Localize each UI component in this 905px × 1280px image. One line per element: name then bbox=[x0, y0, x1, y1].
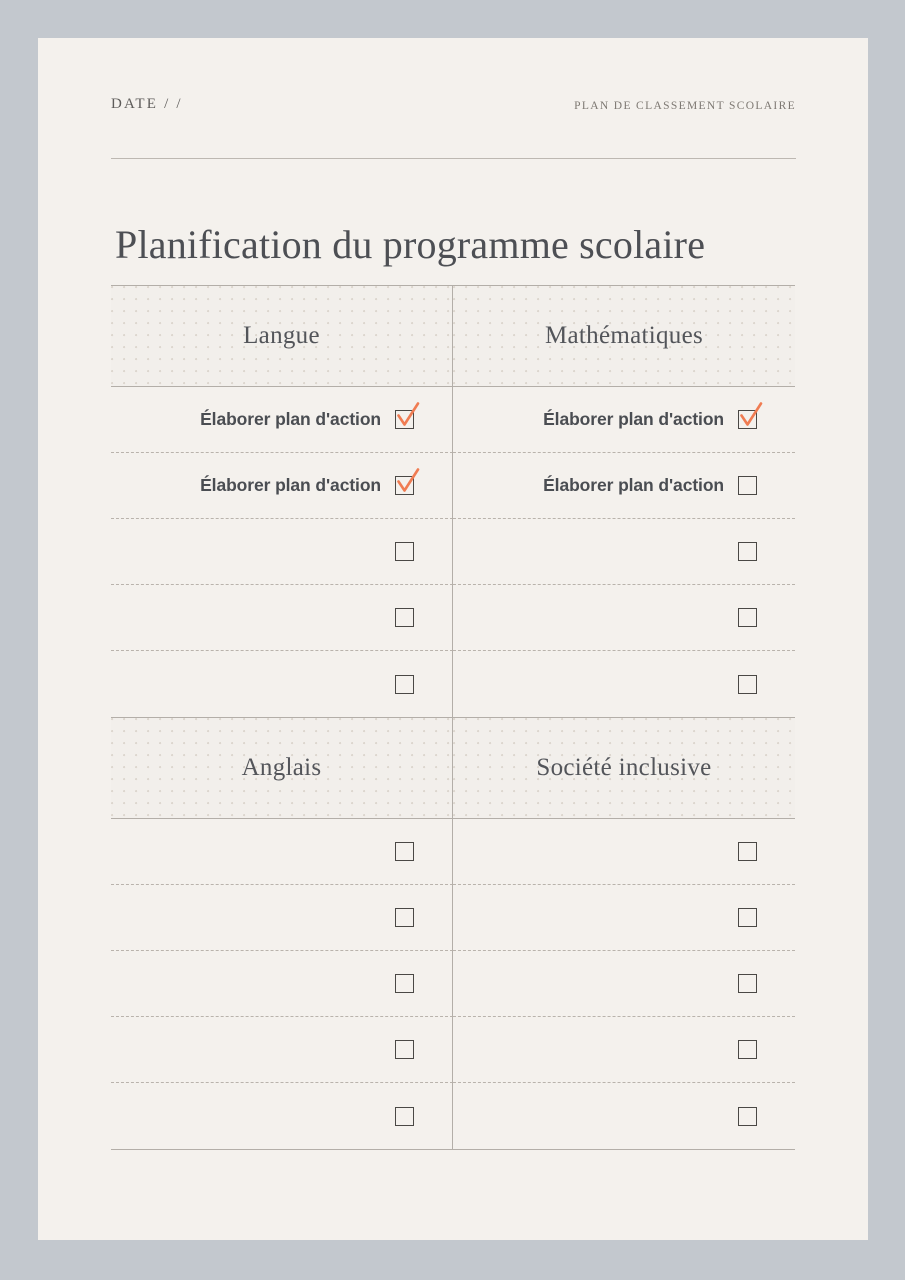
task-cell-left[interactable] bbox=[111, 453, 453, 519]
task-checkbox[interactable] bbox=[738, 675, 757, 694]
task-row bbox=[111, 585, 795, 651]
subject-header-cell-left bbox=[111, 286, 453, 387]
task-checkbox[interactable] bbox=[395, 675, 414, 694]
task-cell-left[interactable] bbox=[111, 951, 453, 1017]
document-header bbox=[111, 96, 796, 136]
task-checkbox[interactable] bbox=[738, 608, 757, 627]
task-row bbox=[111, 951, 795, 1017]
task-label: Élaborer plan d'action bbox=[200, 409, 381, 429]
task-row bbox=[111, 1017, 795, 1083]
task-cell-left[interactable] bbox=[111, 651, 453, 717]
task-row bbox=[111, 651, 795, 717]
task-cell-right[interactable] bbox=[453, 519, 795, 585]
subject-section bbox=[111, 717, 795, 1150]
task-cell-right[interactable] bbox=[453, 819, 795, 885]
task-cell-left[interactable] bbox=[111, 885, 453, 951]
checkmark-icon bbox=[737, 402, 764, 430]
task-checkbox[interactable] bbox=[395, 608, 414, 627]
task-checkbox[interactable] bbox=[738, 1040, 757, 1059]
task-checkbox[interactable] bbox=[395, 1040, 414, 1059]
task-checkbox[interactable] bbox=[395, 410, 414, 429]
task-cell-left[interactable] bbox=[111, 387, 453, 453]
task-row bbox=[111, 387, 795, 453]
subject-section bbox=[111, 285, 795, 717]
task-cell-right[interactable] bbox=[453, 585, 795, 651]
checkmark-icon bbox=[394, 468, 421, 496]
task-cell-right[interactable] bbox=[453, 453, 795, 519]
subject-title: Anglais bbox=[241, 754, 322, 781]
task-checkbox[interactable] bbox=[395, 908, 414, 927]
checkmark-icon bbox=[394, 402, 421, 430]
header-divider bbox=[111, 158, 796, 159]
subject-header-cell-right bbox=[453, 718, 795, 819]
task-checkbox[interactable] bbox=[395, 542, 414, 561]
date-field-label[interactable]: DATE / / bbox=[111, 96, 183, 112]
document-kicker: PLAN DE CLASSEMENT SCOLAIRE bbox=[574, 100, 796, 112]
task-cell-right[interactable] bbox=[453, 1017, 795, 1083]
task-cell-right[interactable] bbox=[453, 1083, 795, 1149]
task-checkbox[interactable] bbox=[395, 476, 414, 495]
task-cell-left[interactable] bbox=[111, 585, 453, 651]
subject-title: Langue bbox=[243, 322, 320, 349]
task-row bbox=[111, 1083, 795, 1149]
task-checkbox[interactable] bbox=[738, 410, 757, 429]
task-checkbox[interactable] bbox=[395, 1107, 414, 1126]
subject-title: Mathématiques bbox=[544, 322, 704, 349]
planner-table bbox=[111, 285, 795, 1165]
subject-header-row bbox=[111, 286, 795, 387]
subject-header-cell-left bbox=[111, 718, 453, 819]
task-row bbox=[111, 819, 795, 885]
task-checkbox[interactable] bbox=[738, 974, 757, 993]
task-checkbox[interactable] bbox=[738, 908, 757, 927]
task-label: Élaborer plan d'action bbox=[543, 475, 724, 495]
task-row bbox=[111, 453, 795, 519]
task-row bbox=[111, 519, 795, 585]
task-cell-left[interactable] bbox=[111, 1083, 453, 1149]
task-cell-left[interactable] bbox=[111, 519, 453, 585]
subject-title: Société inclusive bbox=[536, 754, 712, 781]
task-checkbox[interactable] bbox=[738, 842, 757, 861]
task-checkbox[interactable] bbox=[395, 974, 414, 993]
task-cell-left[interactable] bbox=[111, 1017, 453, 1083]
task-cell-right[interactable] bbox=[453, 885, 795, 951]
subject-header-cell-right bbox=[453, 286, 795, 387]
task-checkbox[interactable] bbox=[738, 1107, 757, 1126]
task-checkbox[interactable] bbox=[738, 542, 757, 561]
task-checkbox[interactable] bbox=[395, 842, 414, 861]
subject-header-row bbox=[111, 718, 795, 819]
task-label: Élaborer plan d'action bbox=[543, 409, 724, 429]
task-cell-right[interactable] bbox=[453, 651, 795, 717]
task-checkbox[interactable] bbox=[738, 476, 757, 495]
task-cell-right[interactable] bbox=[453, 387, 795, 453]
task-cell-right[interactable] bbox=[453, 951, 795, 1017]
task-cell-left[interactable] bbox=[111, 819, 453, 885]
task-label: Élaborer plan d'action bbox=[200, 475, 381, 495]
page-title: Planification du programme scolaire bbox=[115, 221, 706, 267]
worksheet-page bbox=[38, 38, 868, 1240]
task-row bbox=[111, 885, 795, 951]
